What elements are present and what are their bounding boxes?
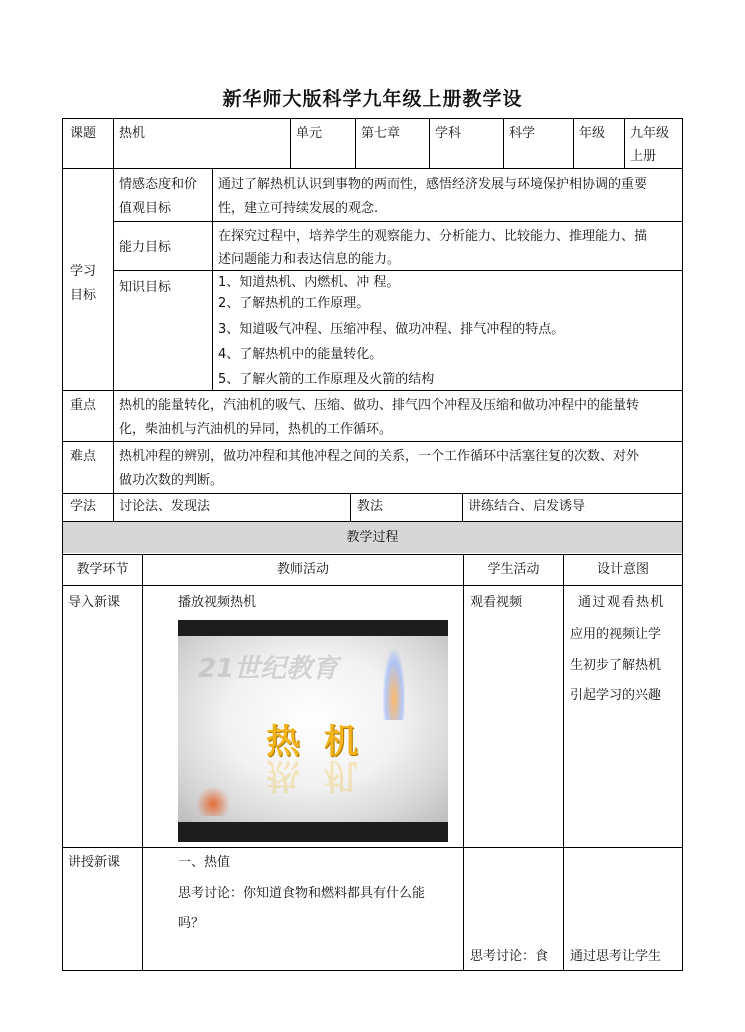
table-border: [463, 554, 464, 971]
table-border: [62, 847, 683, 848]
intent-intro-line: 应用的视频让学: [570, 627, 662, 642]
table-border: [62, 493, 683, 494]
video-still-image: [178, 620, 448, 842]
table-border: [563, 554, 564, 971]
watermark-logo: 21世纪教育: [198, 654, 339, 684]
emotion-goal-text-2: 性，建立可持续发展的观念.: [218, 201, 379, 216]
stage-new-lesson: 讲授新课: [68, 855, 121, 870]
fire-image: [196, 786, 230, 816]
table-border: [113, 390, 114, 493]
header-unit-label: 单元: [296, 126, 323, 141]
header-grade-value-1: 九年级: [630, 126, 670, 141]
teacher-activity-intro: 播放视频热机: [178, 595, 257, 610]
table-border: [62, 970, 683, 971]
key-points-text-2: 化，柴油机与汽油机的异同，热机的工作循环。: [119, 422, 393, 437]
header-topic-value: 热机: [119, 126, 146, 141]
intent-new-lesson: 通过思考让学生: [570, 949, 662, 964]
knowledge-goal-item: 4、了解热机中的能量转化。: [218, 347, 383, 362]
table-border: [503, 118, 504, 168]
table-border: [62, 521, 683, 522]
goals-label-1: 学习: [70, 264, 97, 279]
header-subject-value: 科学: [509, 126, 536, 141]
header-grade-label: 年级: [579, 126, 606, 141]
knowledge-goal-item: 2、了解热机的工作原理。: [218, 296, 370, 311]
video-frame: [178, 636, 448, 822]
table-border: [355, 118, 356, 168]
goals-label-2: 目标: [70, 288, 97, 303]
emotion-goal-label-2: 值观目标: [119, 201, 172, 216]
intent-intro-line: 引起学习的兴趣: [570, 688, 662, 703]
document-title: 新华师大版科学九年级上册教学设: [222, 88, 523, 110]
table-border: [142, 554, 143, 971]
difficulty-text-2: 做功次数的判断。: [119, 473, 224, 488]
teacher-activity-line: 吗？: [178, 916, 205, 931]
table-border: [290, 118, 291, 168]
ability-goal-label: 能力目标: [119, 240, 172, 255]
header-subject-label: 学科: [435, 126, 462, 141]
ability-goal-text-1: 在探究过程中，培养学生的观察能力、分析能力、比较能力、推理能力、描: [218, 229, 648, 244]
key-points-text-1: 热机的能量转化，汽油机的吸气、压缩、做功、排气四个冲程及压缩和做功冲程中的能量转: [119, 398, 640, 413]
emotion-goal-text-1: 通过了解热机认识到事物的两而性，感悟经济发展与环境保护相协调的重要: [218, 177, 648, 192]
header-unit-value: 第七章: [361, 126, 401, 141]
knowledge-goal-item: 5、了解火箭的工作原理及火箭的结构: [218, 372, 435, 387]
process-heading: 教学过程: [346, 530, 399, 545]
learning-method-label: 学法: [70, 499, 97, 514]
knowledge-goal-label: 知识目标: [119, 280, 172, 295]
video-title-text: 热 机: [266, 722, 364, 762]
rocket-flame-image: [383, 650, 405, 720]
intent-intro-line: 生初步了解热机: [570, 658, 662, 673]
table-border: [624, 118, 625, 168]
knowledge-goal-item: 1、知道热机、内燃机、冲 程。: [218, 275, 400, 290]
learning-method-value: 讨论法、发现法: [119, 499, 211, 514]
teaching-method-label: 教法: [357, 499, 384, 514]
table-border: [462, 493, 463, 521]
emotion-goal-label-1: 情感态度和价: [119, 177, 198, 192]
header-grade-value-2: 上册: [630, 149, 657, 164]
student-activity-new-lesson: 思考讨论：食: [470, 949, 549, 964]
table-border: [62, 554, 683, 555]
table-border: [573, 118, 574, 168]
table-border: [350, 493, 351, 521]
stage-intro: 导入新课: [68, 595, 121, 610]
table-border: [62, 168, 683, 169]
intent-intro-line: 通过观看热机: [578, 595, 666, 610]
table-border: [113, 493, 114, 521]
table-border: [113, 118, 114, 168]
student-activity-intro: 观看视频: [470, 595, 523, 610]
teacher-activity-heading: 一、热值: [178, 855, 231, 870]
difficulty-label: 难点: [70, 449, 97, 464]
ability-goal-text-2: 述问题能力和表达信息的能力。: [218, 252, 401, 267]
column-design-intent: 设计意图: [596, 562, 649, 577]
column-stage: 教学环节: [76, 562, 129, 577]
difficulty-text-1: 热机冲程的辨别，做功冲程和其他冲程之间的关系，一个工作循环中活塞往复的次数、对外: [119, 449, 640, 464]
teaching-method-value: 讲练结合、启发诱导: [468, 499, 586, 514]
header-topic-label: 课题: [70, 126, 97, 141]
column-student-activity: 学生活动: [487, 562, 540, 577]
table-border: [113, 168, 114, 390]
key-points-label: 重点: [70, 398, 97, 413]
table-border: [212, 168, 213, 390]
table-border: [429, 118, 430, 168]
table-border: [62, 585, 683, 586]
knowledge-goal-item: 3、知道吸气冲程、压缩冲程、做功冲程、排气冲程的特点。: [218, 322, 565, 337]
table-border: [682, 118, 683, 971]
table-border: [113, 221, 683, 222]
table-border: [62, 118, 683, 119]
column-teacher-activity: 教师活动: [276, 562, 329, 577]
teacher-activity-line: 思考讨论：你知道食物和燃料都具有什么能: [178, 886, 426, 901]
video-title-reflection: 热 机: [266, 755, 364, 795]
